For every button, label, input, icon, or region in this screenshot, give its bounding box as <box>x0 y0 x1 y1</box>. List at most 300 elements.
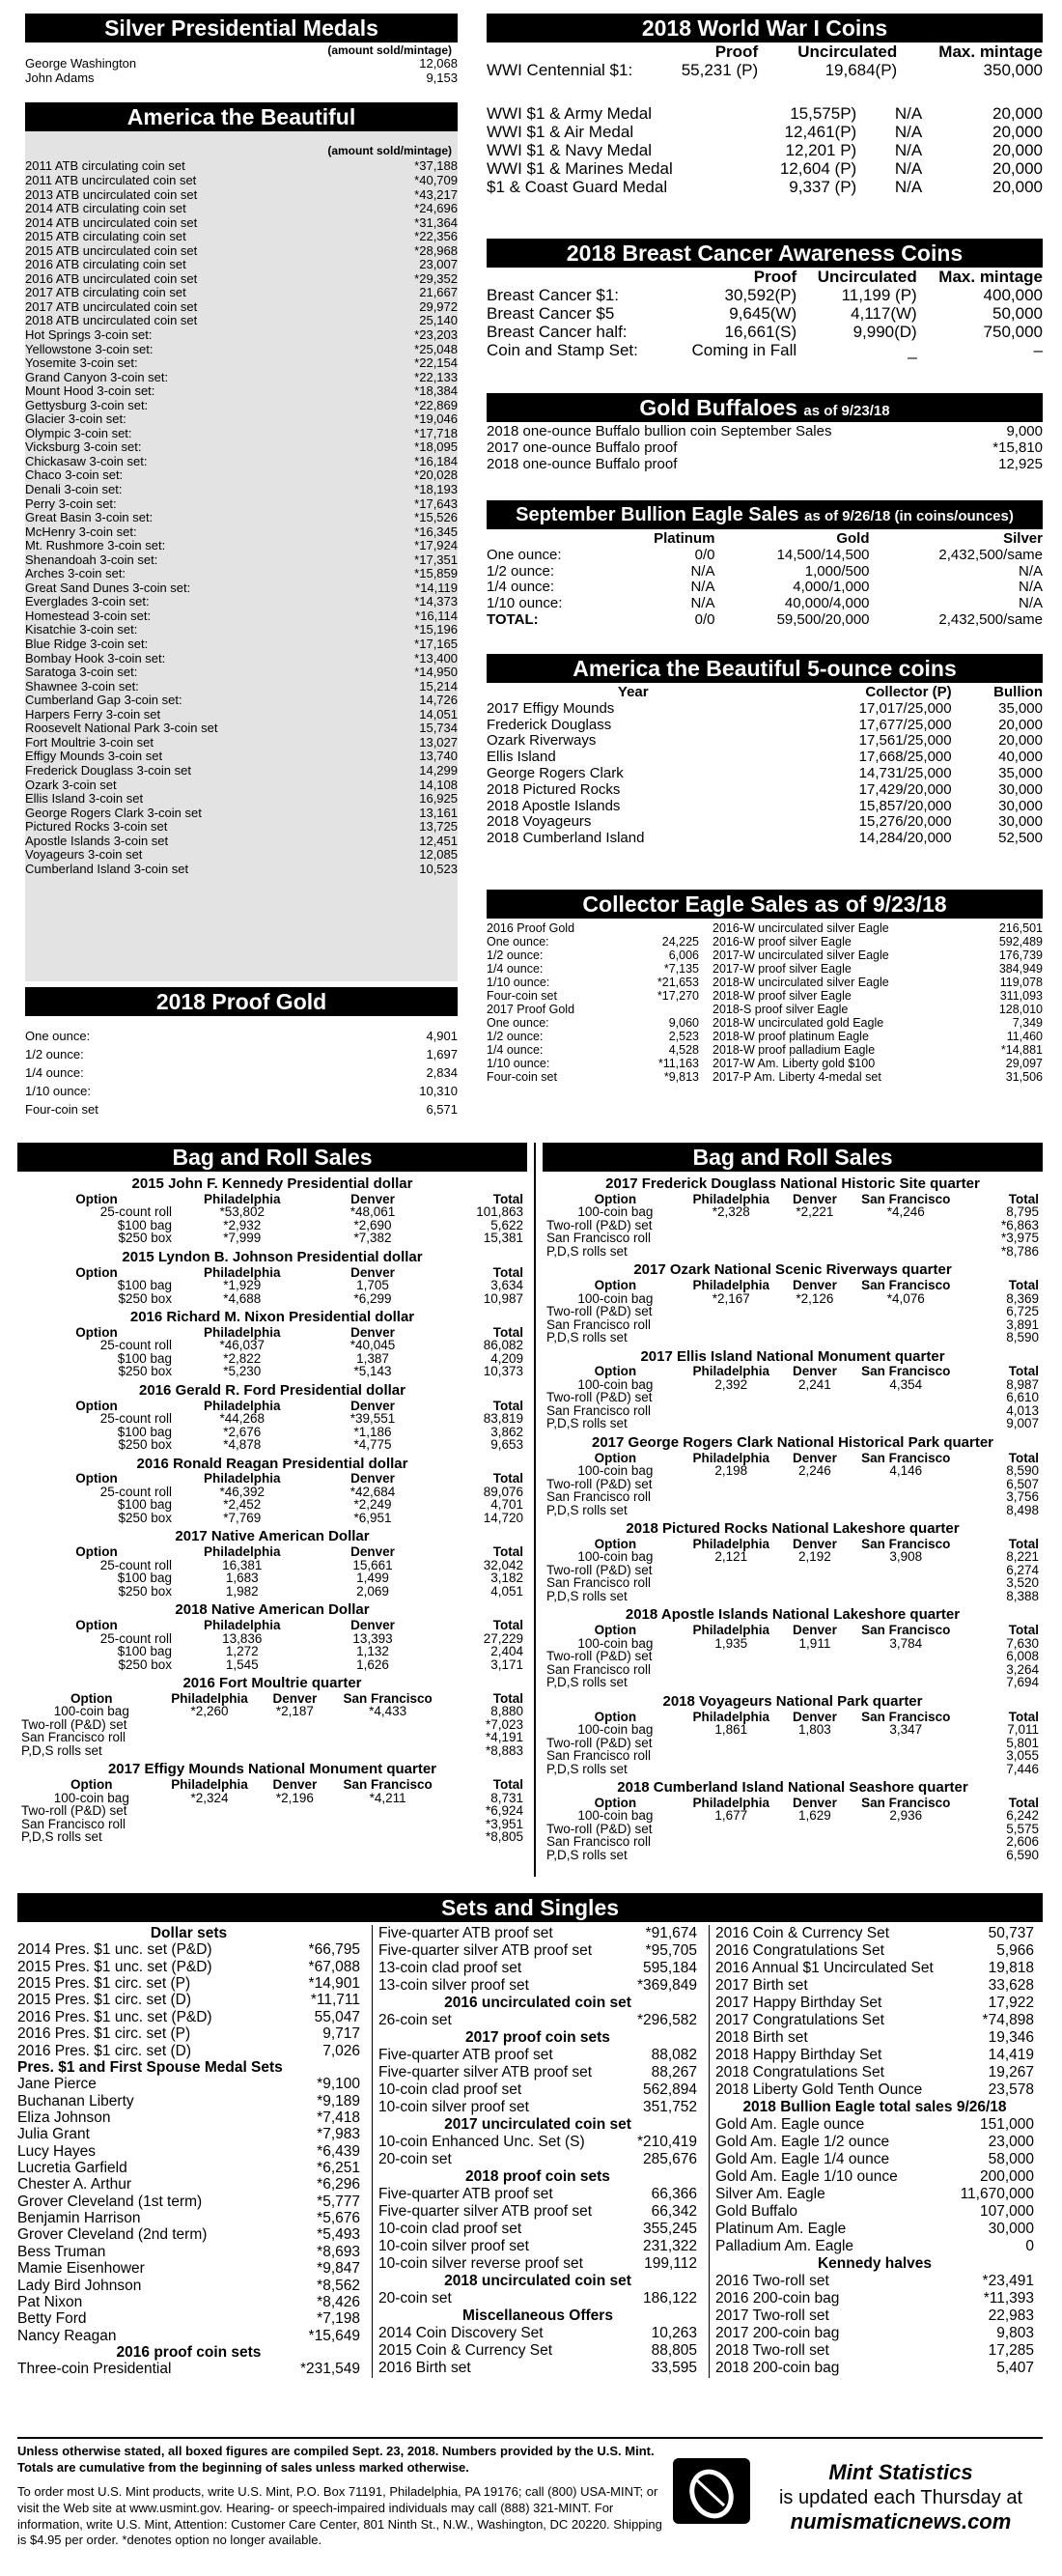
atb-cell: 16,925 <box>419 791 458 807</box>
set-label: Grover Cleveland (1st term) <box>17 2193 203 2210</box>
bag-block-row <box>21 1645 523 1658</box>
atb-cell: Homestead 3-coin set: <box>25 608 152 623</box>
footer-note-1: Unless otherwise stated, all boxed figures are compiled Sept. 23, 2018. Numbers provided by the U.S. Mint. Totals are cumulative from the beginning of sales unless marked otherwise. <box>17 2444 655 2475</box>
collector-eagle-right-cell: 2018-W uncirculated gold Eagle <box>713 1016 884 1030</box>
set-label: 2015 Pres. $1 circ. set (D) <box>17 1992 192 2009</box>
bag-block-cell: *4,246 <box>886 1204 925 1220</box>
bag-block-cell: Two-roll (P&D) set <box>21 1803 127 1819</box>
atb5-row <box>487 799 1043 815</box>
bag-block-cell: 8,987 <box>1006 1376 1039 1392</box>
bag-block-row <box>546 1464 1039 1478</box>
bag-block-row <box>21 1292 523 1306</box>
atb-cell: 14,726 <box>419 693 458 708</box>
bag-block-cell: 6,242 <box>1006 1808 1039 1824</box>
set-row <box>715 1977 1034 1995</box>
bullion-eagle-cell: 4,000/1,000 <box>793 579 870 596</box>
bag-block-row <box>546 1737 1039 1750</box>
bag-block-cell <box>332 1718 442 1732</box>
bag-block-cell: 7,630 <box>1006 1635 1039 1651</box>
sets-col1 <box>17 1925 360 2378</box>
bag-block-cell <box>778 1318 852 1332</box>
atb-row <box>25 188 458 203</box>
wwi-medal-cell: N/A <box>894 104 923 124</box>
bag-block-cell: 6,008 <box>1006 1649 1039 1664</box>
bag-block-column-header: Philadelphia <box>171 1777 248 1793</box>
collector-eagle-right-cell: 311,093 <box>999 989 1043 1003</box>
bag-block-cell: 3,182 <box>490 1571 523 1586</box>
bag-block-cell: 1,272 <box>225 1644 259 1659</box>
bag-block-cell <box>852 1417 960 1430</box>
wwi-medal-cell: WWI $1 & Navy Medal <box>487 141 652 160</box>
collector-eagle-left-cell: *7,135 <box>663 962 699 976</box>
set-value: 30,000 <box>988 2221 1034 2238</box>
gold-buffalo-cell: 2018 one-ounce Buffalo proof <box>487 455 678 472</box>
set-row <box>17 2328 360 2344</box>
bullion-eagle-column-header <box>487 531 613 548</box>
atb5-cell: 40,000 <box>998 749 1043 766</box>
bullion-eagle-column-header: Silver <box>1003 530 1043 547</box>
set-value: 33,595 <box>651 2360 697 2377</box>
bag-block-column-header: Denver <box>793 1191 837 1206</box>
atb-cell: Vicksburg 3-coin set: <box>25 439 142 455</box>
atb-row <box>25 680 458 694</box>
atb-row <box>25 412 458 427</box>
brand-url[interactable]: numismaticnews.com <box>790 2509 1012 2534</box>
bag-block-cell: 7,011 <box>1007 1722 1039 1738</box>
bag-block-cell: *42,684 <box>349 1484 396 1499</box>
silver-presidential-cell: John Adams <box>25 70 95 85</box>
atb-cell: McHenry 3-coin set: <box>25 524 137 539</box>
mint-stats-logo <box>672 2457 751 2525</box>
set-label: 2016 Congratulations Set <box>715 1942 884 1960</box>
atb-cell: *15,526 <box>414 510 458 525</box>
bag-block-cell: P,D,S rolls set <box>546 1588 628 1603</box>
atb5-header: America the Beautiful 5-ounce coins <box>487 654 1043 683</box>
bag-block-cell: *6,951 <box>353 1510 392 1525</box>
bag-block-cell: 2,246 <box>798 1463 831 1479</box>
bag-block-row <box>21 1571 523 1585</box>
set-value: *7,983 <box>317 2126 360 2143</box>
atb5-cell: 2018 Cumberland Island <box>487 830 645 847</box>
bag-block-cell: *1,929 <box>223 1278 262 1293</box>
bag-block-cell <box>685 1650 778 1663</box>
atb-cell: Shenandoah 3-coin set: <box>25 552 158 567</box>
atb5-row <box>487 766 1043 782</box>
silver-presidential-cell: 9,153 <box>426 70 458 85</box>
bag-block-cell: Two-roll (P&D) set <box>546 1390 653 1405</box>
collector-eagle-right-row <box>713 1043 1043 1057</box>
bag-block-cell <box>852 1245 960 1259</box>
collector-eagle-left-row <box>487 976 699 989</box>
bullion-eagle-cell: N/A <box>690 595 715 612</box>
bag-block-cell: 2,198 <box>714 1463 748 1479</box>
bag-block-row <box>546 1576 1039 1590</box>
bag-block-row <box>546 1378 1039 1392</box>
bag-block-cell: 100-coin bag <box>577 1722 654 1738</box>
bag-block-table <box>21 1619 523 1671</box>
set-section-heading: Dollar sets <box>150 1925 228 1941</box>
atb-cell: Shawnee 3-coin set: <box>25 678 139 694</box>
atb-cell: *37,188 <box>414 158 458 174</box>
bag-block-cell <box>852 1737 960 1750</box>
bag-roll-right-header: Bag and Roll Sales <box>543 1143 1043 1172</box>
bag-block-column-header: Option <box>75 1324 118 1340</box>
wwi-column-header: Max. mintage <box>938 42 1043 61</box>
set-row <box>378 2012 697 2029</box>
bag-block-header-row <box>546 1538 1039 1551</box>
bag-block-column-header: Option <box>594 1364 637 1379</box>
collector-eagle-right-cell: 2018-S proof silver Eagle <box>713 1003 849 1016</box>
collector-eagle-right-cell: 2016-W proof silver Eagle <box>713 935 852 948</box>
set-value: *5,493 <box>317 2226 360 2244</box>
set-value: 186,122 <box>642 2290 697 2307</box>
bag-block-header-row <box>546 1452 1039 1465</box>
set-row <box>17 2176 360 2193</box>
bag-block-cell <box>162 1818 258 1831</box>
bag-block-cell: *7,382 <box>353 1231 392 1246</box>
bag-block-title: 2017 Native American Dollar <box>175 1528 370 1545</box>
bag-block-header-row <box>21 1472 523 1486</box>
set-row <box>715 2307 1034 2325</box>
bag-roll-right-section <box>543 1143 1043 1861</box>
bag-block-row <box>546 1245 1039 1259</box>
atb-row <box>25 694 458 708</box>
atb-row <box>25 468 458 483</box>
bag-block-cell: P,D,S rolls set <box>546 1761 628 1776</box>
collector-eagle-left-cell: 2017 Proof Gold <box>487 1003 575 1016</box>
bag-block-cell <box>852 1404 960 1418</box>
set-label: 2016 Pres. $1 circ. set (P) <box>17 2025 191 2043</box>
wwi-medal-cell: N/A <box>894 123 923 142</box>
set-row <box>715 2360 1034 2377</box>
set-label: Lucy Hayes <box>17 2142 96 2160</box>
set-value: 107,000 <box>979 2203 1034 2221</box>
bag-block-cell: San Francisco roll <box>21 1816 126 1831</box>
atb-cell: Mount Hood 3-coin set: <box>25 383 155 399</box>
set-label: Gold Am. Eagle 1/2 ounce <box>715 2134 890 2151</box>
set-value: 351,752 <box>642 2099 697 2116</box>
bag-block-cell: 4,013 <box>1006 1402 1039 1418</box>
set-value: *5,676 <box>317 2210 360 2227</box>
atb-cell: *16,184 <box>414 453 458 468</box>
atb-cell: *18,095 <box>414 439 458 455</box>
bag-block-cell <box>852 1650 960 1663</box>
set-row <box>715 2186 1034 2203</box>
bag-block-cell <box>778 1590 852 1603</box>
bag-block-cell: 1,935 <box>714 1635 748 1651</box>
bag-block-cell: $100 bag <box>117 1497 172 1513</box>
set-value: 199,112 <box>644 2255 697 2273</box>
set-label: 10-coin silver proof set <box>378 2238 529 2255</box>
atb-cell: Frederick Douglass 3-coin set <box>25 762 191 778</box>
bag-block-column-header: Philadelphia <box>204 1544 281 1560</box>
atb-cell: *28,968 <box>414 242 458 258</box>
bag-block-cell <box>778 1231 852 1245</box>
bag-block-column-header: Option <box>70 1690 113 1706</box>
set-row <box>378 2290 697 2307</box>
bag-block-cell <box>852 1763 960 1776</box>
set-row <box>715 2273 1034 2290</box>
collector-eagle-left-cell: 1/4 ounce: <box>487 1043 544 1057</box>
bag-block-cell: 5,622 <box>490 1217 523 1232</box>
bag-block-cell <box>778 1490 852 1504</box>
collector-eagle-right-cell: 176,739 <box>998 948 1043 962</box>
bag-block-column-header: Denver <box>793 1709 837 1724</box>
bag-block-cell <box>685 1231 778 1245</box>
collector-eagle-left-row <box>487 1070 699 1084</box>
bag-block-cell: 4,051 <box>490 1583 523 1599</box>
bag-block-cell: San Francisco roll <box>546 1748 652 1764</box>
atb5-cell: 17,017/25,000 <box>858 699 952 717</box>
bag-block-cell: *2,126 <box>796 1290 834 1306</box>
collector-eagle-left-cell: *21,653 <box>657 976 699 989</box>
bag-block-cell <box>162 1744 258 1758</box>
collector-eagle-right-cell: 2017-P Am. Liberty 4-medal set <box>713 1070 881 1084</box>
set-section-heading: 2018 uncirculated coin set <box>444 2273 631 2290</box>
bag-block-column-header: San Francisco <box>861 1364 951 1379</box>
atb-cell: Roosevelt National Park 3-coin set <box>25 721 218 736</box>
bag-block-column-header: Option <box>75 1398 118 1413</box>
bag-block-cell: *40,045 <box>349 1338 396 1353</box>
bag-block-column-header: Total <box>492 1690 523 1706</box>
set-row <box>17 2160 360 2176</box>
set-label: 10-coin silver reverse proof set <box>378 2255 583 2273</box>
set-label: 2018 Two-roll set <box>715 2342 829 2360</box>
bag-block-row <box>546 1478 1039 1491</box>
proof-gold-cell: 6,571 <box>426 1102 458 1117</box>
set-row <box>715 1925 1034 1942</box>
bag-block-cell <box>685 1849 778 1862</box>
set-value: 11,670,000 <box>960 2186 1034 2203</box>
bag-block-cell: 3,908 <box>889 1549 923 1565</box>
bullion-eagle-table <box>487 531 1043 629</box>
bag-block-cell <box>685 1490 778 1504</box>
bag-block-cell: *8,805 <box>485 1829 523 1845</box>
bullion-eagle-cell: 0/0 <box>694 610 715 628</box>
collector-eagle-right-cell: 2017-W uncirculated silver Eagle <box>713 948 889 962</box>
set-value: 9,717 <box>322 2025 360 2043</box>
bag-block-header-row <box>21 1778 523 1792</box>
bag-roll-left-section <box>17 1143 527 1844</box>
bag-block-cell: $100 bag <box>117 1350 172 1366</box>
wwi-medal-row <box>487 104 1043 123</box>
bag-block-row <box>21 1279 523 1292</box>
bag-block-table <box>546 1624 1039 1689</box>
bag-block-cell: 1,387 <box>356 1350 389 1366</box>
breast-cancer-row <box>487 323 1043 341</box>
set-value: *369,849 <box>636 1977 697 1995</box>
bag-block-column-header: Philadelphia <box>204 1398 281 1413</box>
set-value: 285,676 <box>642 2151 697 2168</box>
atb-row <box>25 455 458 469</box>
proof-gold-section <box>25 987 458 1121</box>
set-value: 88,267 <box>651 2064 697 2081</box>
silver-presidential-table <box>25 57 458 85</box>
atb5-cell: 2018 Voyageurs <box>487 813 592 831</box>
bag-block-cell <box>685 1504 778 1517</box>
bag-block-cell <box>685 1219 778 1232</box>
atb-header: America the Beautiful <box>25 102 458 131</box>
bag-block-row <box>546 1305 1039 1318</box>
bag-block-cell: 100-coin bag <box>53 1790 129 1805</box>
bag-block-cell: 25-count roll <box>99 1338 172 1353</box>
bag-block-row <box>21 1205 523 1219</box>
atb5-cell: 30,000 <box>998 813 1043 831</box>
bullion-eagle-asof: as of 9/26/18 (in coins/ounces) <box>804 508 1014 524</box>
collector-eagle-left-row <box>487 948 699 962</box>
atb-row <box>25 300 458 315</box>
bag-block-column-header: Denver <box>272 1777 318 1793</box>
set-section-heading-row <box>378 2029 697 2047</box>
collector-eagle-right-table <box>713 921 1043 1084</box>
wwi-cell: 55,231 (P) <box>681 61 759 80</box>
atb-cell: 14,299 <box>419 762 458 778</box>
silver-presidential-row <box>25 71 458 86</box>
bag-block-cell <box>332 1804 442 1818</box>
breast-cancer-cell: Breast Cancer half: <box>487 323 628 342</box>
atb-cell: Great Basin 3-coin set: <box>25 510 154 525</box>
bag-block-cell <box>685 1404 778 1418</box>
wwi-medal-row <box>487 159 1043 178</box>
bag-block-header-row <box>21 1326 523 1340</box>
bullion-eagle-cell: 1/2 ounce: <box>487 562 555 580</box>
atb-row <box>25 848 458 863</box>
collector-eagle-left-row <box>487 1057 699 1070</box>
atb-cell: 10,523 <box>419 861 458 876</box>
bullion-eagle-cell: N/A <box>690 579 715 596</box>
atb-row <box>25 553 458 568</box>
atb5-cell: 35,000 <box>998 699 1043 717</box>
set-row <box>378 2047 697 2064</box>
collector-eagle-right-cell: 2018-W proof silver Eagle <box>713 989 852 1003</box>
atb5-cell: 2018 Pictured Rocks <box>487 780 621 798</box>
bag-block-cell: 8,731 <box>490 1790 523 1805</box>
sets-col2 <box>378 1925 697 2378</box>
bag-block-cell <box>778 1676 852 1689</box>
wwi-row <box>487 61 1043 79</box>
breast-cancer-cell: Breast Cancer $5 <box>487 304 615 324</box>
silver-presidential-header: Silver Presidential Medals <box>25 14 458 42</box>
bag-block-cell: 2,936 <box>889 1808 923 1824</box>
atb5-cell: Frederick Douglass <box>487 716 612 733</box>
set-label: 2017 Congratulations Set <box>715 2012 884 2029</box>
set-value: 19,818 <box>988 1960 1034 1977</box>
set-label: Lucretia Garfield <box>17 2160 127 2177</box>
set-row <box>17 1992 360 2008</box>
atb-row <box>25 623 458 637</box>
wwi-medal-cell: N/A <box>894 141 923 160</box>
set-section-heading-row <box>378 1995 697 2012</box>
set-row <box>715 2116 1034 2134</box>
bag-block-header-row <box>546 1365 1039 1378</box>
set-value: *6,439 <box>317 2142 360 2160</box>
set-row <box>715 2081 1034 2099</box>
brand-title: Mint Statistics <box>828 2460 973 2484</box>
atb5-cell: 15,857/20,000 <box>858 797 952 814</box>
bag-block-column-header: San Francisco <box>343 1777 433 1793</box>
bag-block-cell: 1,626 <box>356 1656 389 1672</box>
atb-cell: 2015 ATB uncirculated coin set <box>25 242 198 258</box>
bag-block-row <box>546 1749 1039 1763</box>
bag-block-cell: 3,784 <box>889 1635 923 1651</box>
collector-eagle-right-cell: 2017-W Am. Liberty gold $100 <box>713 1057 876 1070</box>
bag-block-cell <box>685 1663 778 1677</box>
bag-block-cell: 1,545 <box>225 1656 259 1672</box>
atb-row <box>25 609 458 624</box>
bag-block-cell: 13,393 <box>352 1630 393 1646</box>
atb5-cell: 30,000 <box>998 780 1043 798</box>
set-row <box>17 2109 360 2126</box>
bag-block-cell: *1,186 <box>353 1424 392 1439</box>
atb5-column-header: Bullion <box>993 684 1043 700</box>
collector-eagle-left-cell: 2,523 <box>668 1030 699 1043</box>
bag-block-cell: *4,191 <box>485 1730 523 1745</box>
bag-block-cell: San Francisco roll <box>546 1231 652 1246</box>
set-row <box>715 2238 1034 2255</box>
set-label: 2016 200-coin bag <box>715 2290 840 2307</box>
set-label: 20-coin set <box>378 2290 452 2307</box>
proof-gold-cell: 1/4 ounce: <box>25 1065 84 1080</box>
collector-eagle-left-cell: Four-coin set <box>487 1070 557 1084</box>
collector-eagle-right-cell: 2018-W proof palladium Eagle <box>713 1043 876 1057</box>
bag-block-cell: 100-coin bag <box>577 1808 654 1824</box>
breast-cancer-cell: Coin and Stamp Set: <box>487 341 638 360</box>
wwi-medal-row <box>487 178 1043 196</box>
collector-eagle-left-cell: One ounce: <box>487 1016 549 1030</box>
set-value: 23,000 <box>988 2134 1034 2151</box>
set-value: *6,251 <box>317 2160 360 2177</box>
bullion-eagle-cell: 0/0 <box>694 546 715 563</box>
bag-block-cell: *4,688 <box>223 1290 262 1306</box>
gold-buffalo-section <box>487 393 1043 472</box>
bag-block-cell: 13,836 <box>222 1630 263 1646</box>
atb-cell: *17,718 <box>414 425 458 440</box>
atb-cell: 15,214 <box>419 678 458 694</box>
bag-block-cell <box>852 1231 960 1245</box>
bullion-eagle-section <box>487 500 1043 629</box>
set-value: 355,245 <box>642 2221 697 2238</box>
atb-cell: *17,165 <box>414 637 458 652</box>
bag-block-cell <box>257 1718 332 1732</box>
gold-buffalo-cell: 2017 one-ounce Buffalo proof <box>487 439 678 456</box>
bag-block-cell: Two-roll (P&D) set <box>546 1821 653 1836</box>
collector-eagle-right-cell: 2018-W uncirculated silver Eagle <box>713 976 889 989</box>
bag-block-column-header: Option <box>75 1471 118 1486</box>
sets-header: Sets and Singles <box>17 1893 1043 1922</box>
proof-gold-header: 2018 Proof Gold <box>25 987 458 1016</box>
bag-block-row <box>21 1559 523 1572</box>
breast-cancer-row <box>487 341 1043 359</box>
wwi-medal-cell: 9,337 (P) <box>789 178 857 197</box>
atb-row <box>25 230 458 244</box>
collector-eagle-left-row <box>487 921 699 935</box>
bag-block-cell: 100-coin bag <box>577 1635 654 1651</box>
atb5-cell: 30,000 <box>998 797 1043 814</box>
atb-row <box>25 384 458 399</box>
atb5-column-header: Collector (P) <box>865 684 952 700</box>
bag-block-cell: $100 bag <box>117 1217 172 1232</box>
bag-block-cell: 3,634 <box>490 1278 523 1293</box>
atb-cell: Apostle Islands 3-coin set <box>25 833 169 848</box>
bag-block-cell: *7,769 <box>223 1510 262 1525</box>
bag-block-title: 2016 Gerald R. Ford Presidential dollar <box>139 1381 405 1399</box>
atb-cell: Cumberland Island 3-coin set <box>25 861 189 876</box>
set-row <box>715 2064 1034 2081</box>
atb-cell: *22,133 <box>414 369 458 384</box>
atb-cell: 25,140 <box>419 313 458 328</box>
set-value: *14,901 <box>308 1975 360 1993</box>
bag-block-cell: $100 bag <box>117 1644 172 1659</box>
